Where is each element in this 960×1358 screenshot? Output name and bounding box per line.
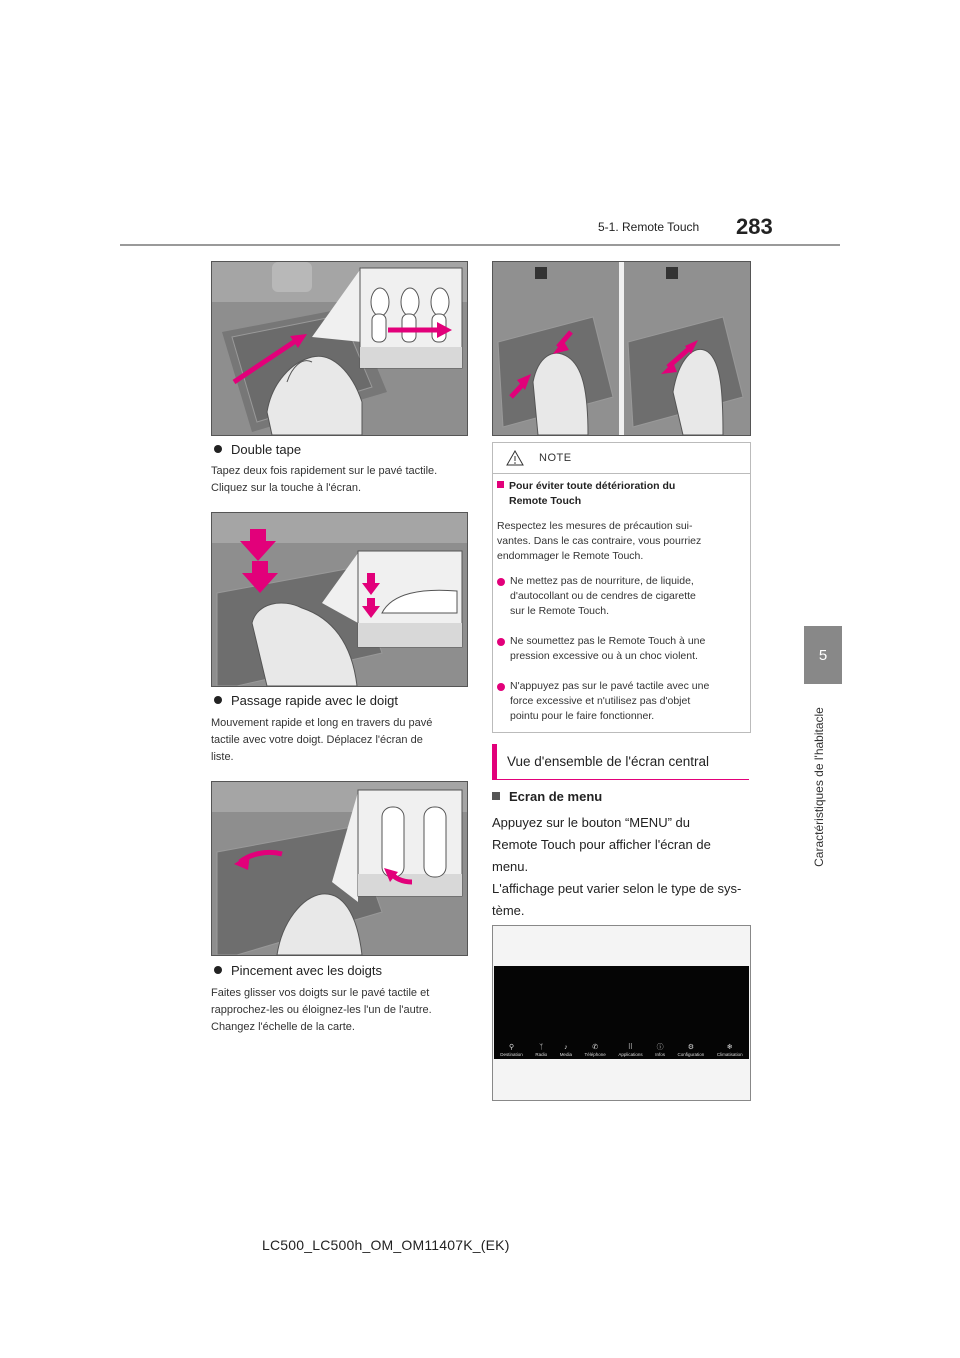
menu-item-telephone[interactable]: ✆ Téléphone bbox=[584, 1044, 606, 1057]
bullet-dot bbox=[214, 696, 222, 704]
subheading: Ecran de menu bbox=[492, 789, 602, 804]
bullet-dot bbox=[214, 445, 222, 453]
flick-illustration bbox=[211, 781, 468, 956]
note-bullet: Ne mettez pas de nourriture, de liquide, d'autocollant ou de cendres de cigarette sur le Remote Touch. bbox=[510, 575, 696, 617]
menu-screen-illustration bbox=[492, 925, 751, 1101]
section-title: 5-1. Remote Touch bbox=[598, 220, 700, 234]
info-icon: ⓘ bbox=[656, 1044, 664, 1051]
menu-item-destination[interactable]: ⚲ Destination bbox=[500, 1044, 523, 1057]
header-rule bbox=[120, 244, 840, 246]
warning-icon bbox=[506, 450, 524, 466]
pin-icon: ⚲ bbox=[508, 1044, 515, 1051]
square-bullet bbox=[497, 481, 504, 488]
item-title: Passage rapide avec le doigt bbox=[214, 693, 398, 708]
item-description: Tapez deux fois rapidement sur le pavé tactile. Cliquez sur la touche à l'écran. bbox=[211, 465, 438, 494]
menu-item-applications[interactable]: ⠿ Applications bbox=[618, 1044, 643, 1057]
menu-instructions: Appuyez sur le bouton “MENU” du Remote Touch pour afficher l'écran de menu. bbox=[492, 815, 711, 874]
note-title: Pour éviter toute détérioration du Remote Touch bbox=[497, 479, 675, 509]
note-intro: Respectez les mesures de précaution sui- vantes. Dans le cas contraire, vous pourriez endommager le Remote Touch. bbox=[497, 520, 702, 562]
note-label: NOTE bbox=[539, 452, 572, 464]
grid-icon: ⠿ bbox=[627, 1044, 634, 1051]
square-bullet bbox=[492, 792, 500, 800]
radio-icon: ᛉ bbox=[539, 1044, 544, 1051]
climate-icon: ❄ bbox=[726, 1044, 733, 1051]
item-description: Mouvement rapide et long en travers du pavé tactile avec votre doigt. Déplacez l'écran de liste. bbox=[211, 717, 433, 763]
note-bullet: N'appuyez pas sur le pavé tactile avec une force excessive et n'utilisez pas d'objet pointu pour le faire fonctionner. bbox=[510, 680, 710, 722]
document-code: LC500_LC500h_OM_OM11407K_(EK) bbox=[262, 1237, 510, 1253]
chapter-tab: 5 bbox=[804, 626, 842, 684]
center-display bbox=[494, 966, 749, 1059]
bullet-dot bbox=[497, 578, 505, 586]
phone-icon: ✆ bbox=[592, 1044, 599, 1051]
bullet-dot bbox=[214, 966, 222, 974]
bullet-dot bbox=[497, 638, 505, 646]
menu-item-configuration[interactable]: ⚙ Configuration bbox=[677, 1044, 705, 1057]
gear-icon: ⚙ bbox=[687, 1044, 695, 1051]
music-icon: ♪ bbox=[564, 1044, 568, 1051]
note-header bbox=[493, 443, 750, 474]
chapter-label: Caractéristiques de l'habitacle bbox=[812, 707, 826, 867]
menu-item-radio[interactable]: ᛉ Radio bbox=[535, 1044, 548, 1057]
note-bullet: Ne soumettez pas le Remote Touch à une pression excessive ou à un choc violent. bbox=[510, 635, 706, 662]
item-title: Double tape bbox=[214, 442, 301, 457]
menu-item-climatisation[interactable]: ❄ Climatisation bbox=[716, 1044, 743, 1057]
double-tap-illustration bbox=[211, 512, 468, 687]
note-box bbox=[492, 442, 751, 733]
display-note: L'affichage peut varier selon le type de sys- tème. bbox=[492, 881, 742, 918]
menu-item-media[interactable]: ♪ Media bbox=[559, 1044, 572, 1057]
swipe-illustration bbox=[211, 261, 468, 436]
pinch-illustration bbox=[492, 261, 751, 436]
bullet-dot bbox=[497, 683, 505, 691]
menu-bar bbox=[494, 1036, 749, 1059]
page-number: 283 bbox=[736, 214, 773, 239]
item-description: Faites glisser vos doigts sur le pavé tactile et rapprochez-les ou éloignez-les l'un de l'autre. Changez l'échelle de la carte. bbox=[211, 987, 432, 1033]
menu-item-infos[interactable]: ⓘ Infos bbox=[655, 1044, 665, 1057]
item-title: Pincement avec les doigts bbox=[214, 963, 382, 978]
section-heading: Vue d'ensemble de l'écran central bbox=[492, 744, 749, 780]
